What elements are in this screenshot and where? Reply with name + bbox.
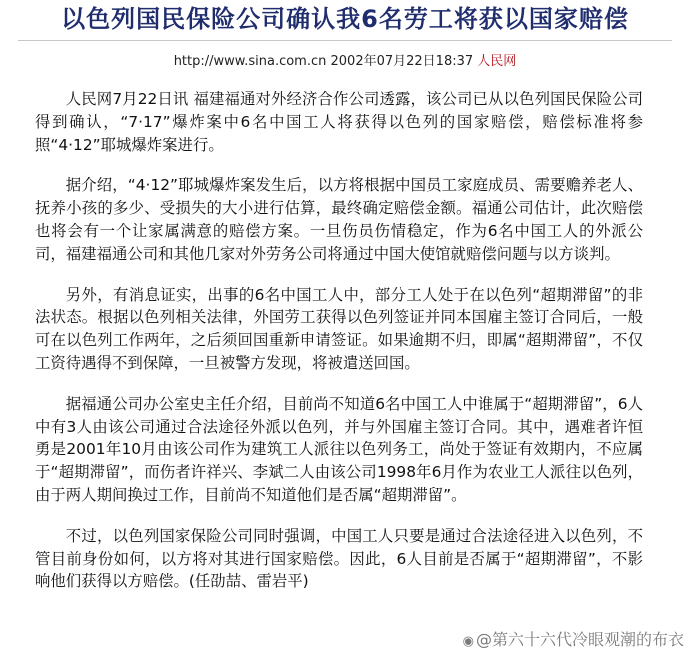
article-paragraph: 另外，有消息证实，出事的6名中国工人中，部分工人处于在以色列“超期滞留”的非法状态。根据以色列相关法律，外国劳工获得以色列签证并同本国雇主签订合同后，一般可在以色列工作两年，之后须回国重新申请签证。如果逾期不归，即属“超期滞留”，不仅工资待遇得不到保障，一旦被警方发现，将被遣送回国。 — [35, 285, 643, 372]
article-paragraph: 据介绍，“4·12”耶城爆炸案发生后，以方将根据中国员工家庭成员、需要赡养老人、抚养小孩的多少、受损失的大小进行估算，最终确定赔偿金额。福通公司估计，此次赔偿也将会有一个让家属满意的赔偿方案。一旦伤员伤情稳定，作为6名中国工人的外派公司，福建福通公司和其他几家对外劳务公司将通过中国大使馆就赔偿问题与以方谈判。 — [35, 176, 643, 263]
article-body — [35, 88, 643, 611]
weibo-watermark — [463, 629, 684, 653]
article-paragraph: 据福通公司办公室史主任介绍，目前尚不知道6名中国工人中谁属于“超期滞留”，6人中有3人由该公司通过合法途径外派以色列，并与外国雇主签订合同。其中，遇难者许恒勇是2001年10月由该公司作为建筑工人派往以色列务工，尚处于签证有效期内，不应属于“超期滞留”，而伤者许祥兴、李斌二人由该公司1998年6月作为农业工人派往以色列，由于两人期间换过工作，目前尚不知道他们是否属“超期滞留”。 — [35, 394, 644, 504]
headline-divider — [18, 40, 672, 41]
source-datetime: 2002年07月22日18:37 — [330, 54, 474, 69]
source-site-link[interactable]: 人民网 — [477, 54, 517, 69]
source-line — [0, 50, 690, 69]
article-paragraph: 人民网7月22日讯 福建福通对外经济合作公司透露，该公司已从以色列国民保险公司得到确认，“7·17”爆炸案中6名中国工人将获得以色列的国家赔偿，赔偿标准将参照“4·12”耶城爆炸案进行。 — [35, 90, 643, 154]
weibo-logo-icon: ◉ — [462, 634, 474, 649]
article-paragraph: 不过，以色列国家保险公司同时强调，中国工人只要是通过合法途径进入以色列，不管目前身份如何，以方将对其进行国家赔偿。因此，6人目前是否属于“超期滞留”，不影响他们获得以方赔偿。(任劭喆、雷岩平) — [35, 526, 643, 591]
source-url-link[interactable]: http://www.sina.com.cn — [173, 54, 327, 69]
headline: 以色列国民保险公司确认我6名劳工将获以国家赔偿 — [61, 5, 629, 33]
watermark-text: @第六十六代冷眼观潮的布衣 — [475, 630, 684, 649]
